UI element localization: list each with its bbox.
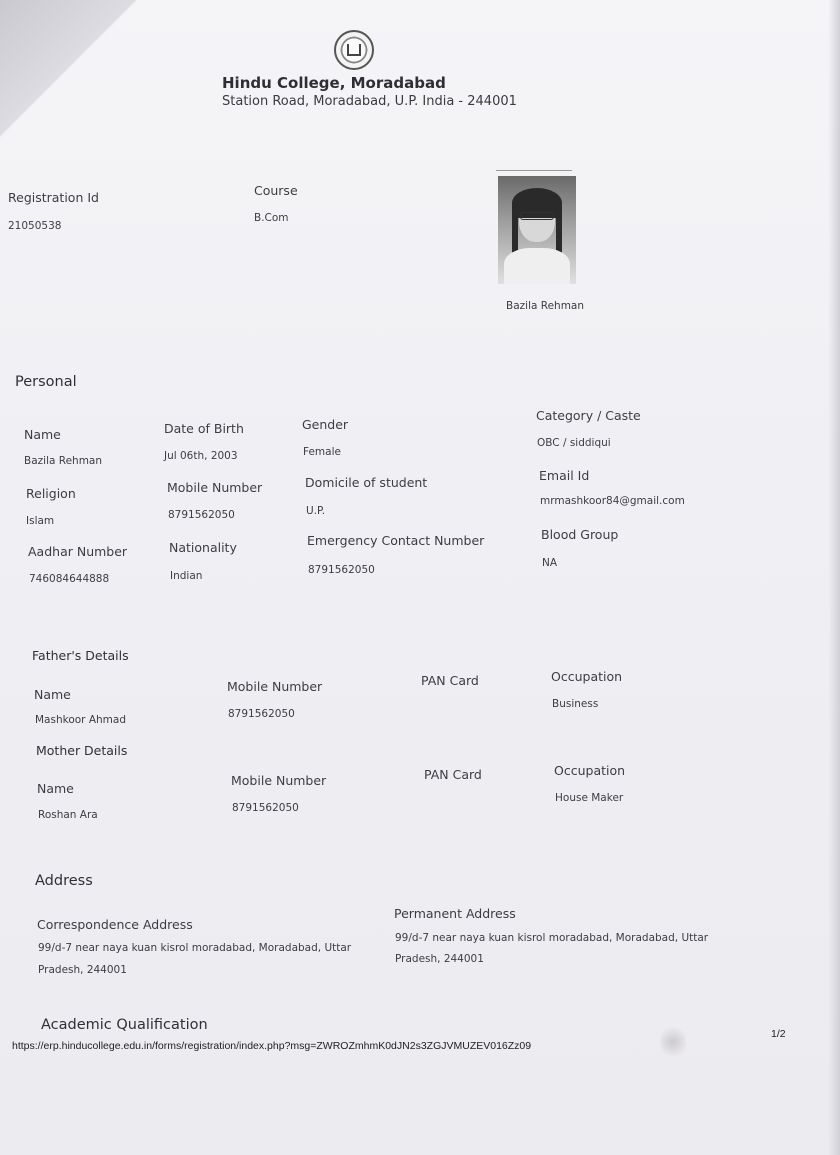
permanent-address-label: Permanent Address [394,906,516,921]
section-mother-title: Mother Details [36,743,128,758]
father-occupation-value: Business [552,698,599,710]
domicile-value: U.P. [306,505,326,517]
mobile-value: 8791562050 [168,509,235,521]
mother-name-value: Roshan Ara [38,809,98,821]
mother-mobile-value: 8791562050 [232,802,299,814]
page-edge-shadow [828,0,840,1155]
personal-name-value: Bazila Rehman [24,455,103,467]
emergency-contact-value: 8791562050 [308,564,375,576]
father-mobile-value: 8791562050 [228,708,295,720]
page-number: 1/2 [771,1028,786,1040]
registration-id-value: 21050538 [8,220,62,232]
permanent-address-line2: Pradesh, 244001 [395,953,484,965]
correspondence-address-line1: 99/d-7 near naya kuan kisrol moradabad, Moradabad, Uttar [38,942,352,954]
domicile-label: Domicile of student [305,475,428,490]
father-mobile-label: Mobile Number [227,679,323,694]
personal-name-label: Name [24,427,61,442]
mother-name-label: Name [37,781,74,796]
category-label: Category / Caste [536,408,641,423]
nationality-label: Nationality [169,540,237,555]
permanent-address-line1: 99/d-7 near naya kuan kisrol moradabad, Moradabad, Uttar [395,932,709,944]
mobile-label: Mobile Number [167,480,263,495]
registration-id-label: Registration Id [8,190,99,205]
father-occupation-label: Occupation [551,669,623,684]
mother-occupation-label: Occupation [554,763,626,778]
category-value: OBC / siddiqui [537,437,611,449]
section-academic-title: Academic Qualification [41,1017,208,1033]
correspondence-address-line2: Pradesh, 244001 [38,964,127,976]
college-logo-icon [334,30,374,70]
dob-label: Date of Birth [164,421,244,436]
section-father-title: Father's Details [32,648,129,663]
photo-top-line [496,170,572,171]
father-name-label: Name [34,687,71,702]
religion-value: Islam [26,515,55,527]
father-pan-label: PAN Card [421,673,479,688]
emergency-contact-label: Emergency Contact Number [307,533,485,548]
section-address-title: Address [35,873,93,889]
college-address: Station Road, Moradabad, U.P. India - 244001 [222,94,517,109]
mother-pan-label: PAN Card [424,767,482,782]
aadhar-value: 746084644888 [29,573,110,585]
email-label: Email Id [539,468,590,483]
photo-caption: Bazila Rehman [506,300,585,312]
email-value: mrmashkoor84@gmail.com [540,495,685,507]
correspondence-address-label: Correspondence Address [37,917,193,932]
dob-value: Jul 06th, 2003 [164,450,238,462]
course-value: B.Com [254,212,289,224]
paper-smudge [660,1024,686,1060]
mother-mobile-label: Mobile Number [231,773,327,788]
religion-label: Religion [26,486,76,501]
mother-occupation-value: House Maker [555,792,624,804]
aadhar-label: Aadhar Number [28,544,128,559]
nationality-value: Indian [170,570,203,582]
course-label: Course [254,183,298,198]
gender-label: Gender [302,417,349,432]
section-personal-title: Personal [15,374,77,390]
footer-url: https://erp.hinducollege.edu.in/forms/registration/index.php?msg=ZWROZmhmK0dJN2s3ZGJVMUZEV016Zz09 [12,1040,532,1052]
father-name-value: Mashkoor Ahmad [35,714,126,726]
gender-value: Female [303,446,341,458]
folded-corner [0,0,150,150]
student-photo [498,176,576,284]
blood-group-value: NA [542,557,558,569]
college-name: Hindu College, Moradabad [222,74,446,92]
blood-group-label: Blood Group [541,527,619,542]
